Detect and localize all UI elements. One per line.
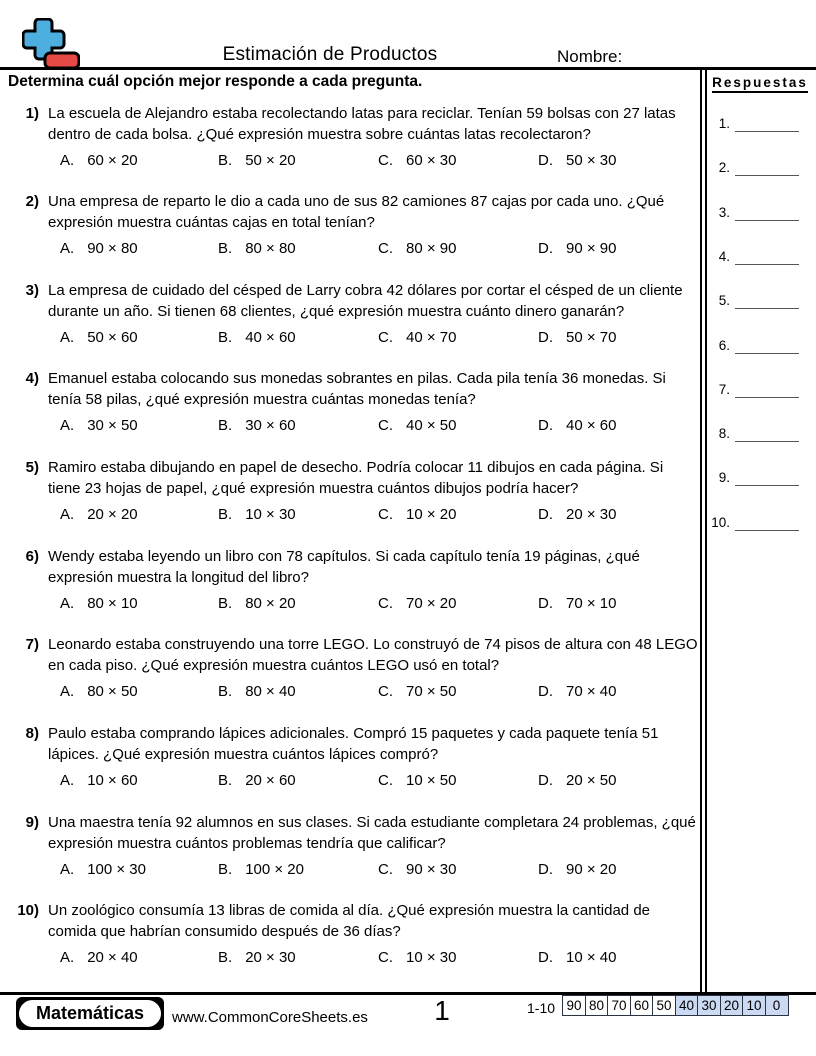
option-letter: B. — [218, 152, 233, 169]
option-item — [218, 415, 378, 436]
option-value: 50 × 70 — [566, 329, 617, 346]
option-letter: D. — [538, 683, 553, 700]
option-value: 100 × 20 — [245, 861, 304, 878]
score-cell: 30 — [697, 995, 721, 1016]
option-item — [60, 327, 218, 348]
option-letter: A. — [60, 240, 75, 257]
question-item — [0, 191, 702, 259]
question-number: 1) — [25, 105, 39, 122]
question-options — [0, 150, 702, 171]
option-letter: B. — [218, 595, 233, 612]
option-item — [378, 770, 538, 791]
option-item — [538, 504, 616, 525]
score-cell: 70 — [607, 995, 631, 1016]
option-letter: A. — [60, 861, 75, 878]
option-value: 20 × 20 — [87, 506, 138, 523]
answer-number: 9. — [718, 470, 730, 486]
question-number: 7) — [25, 636, 39, 653]
question-number: 2) — [25, 193, 39, 210]
option-item — [538, 238, 616, 259]
score-cell: 20 — [720, 995, 744, 1016]
answer-row — [704, 293, 812, 309]
answer-blank-line[interactable] — [735, 293, 799, 309]
answer-number: 5. — [718, 293, 730, 309]
instruction-text: Determina cuál opción mejor responde a cada pregunta. — [8, 73, 423, 90]
answer-number: 10. — [711, 514, 730, 530]
question-number: 8) — [25, 725, 39, 742]
option-item — [538, 681, 616, 702]
option-value: 50 × 30 — [566, 152, 617, 169]
question-options — [0, 593, 702, 614]
answer-number: 7. — [718, 381, 730, 397]
answer-blank-line[interactable] — [735, 470, 799, 486]
option-letter: B. — [218, 949, 233, 966]
answer-number: 1. — [718, 116, 730, 131]
question-number: 5) — [25, 459, 39, 476]
option-letter: A. — [60, 152, 75, 169]
option-item — [378, 238, 538, 259]
option-letter: D. — [538, 152, 553, 169]
option-letter: C. — [378, 417, 393, 434]
answer-row — [704, 249, 812, 265]
option-letter: C. — [378, 506, 393, 523]
option-item — [378, 150, 538, 171]
answer-row — [704, 382, 812, 398]
header-rule — [0, 67, 816, 70]
question-options — [0, 947, 702, 968]
option-item — [538, 327, 616, 348]
option-letter: C. — [378, 595, 393, 612]
option-value: 60 × 30 — [406, 152, 457, 169]
option-item — [218, 238, 378, 259]
option-item — [218, 947, 378, 968]
option-value: 70 × 40 — [566, 683, 617, 700]
option-value: 40 × 70 — [406, 329, 457, 346]
question-text: Paulo estaba comprando lápices adicionales. Compró 15 paquetes y cada paquete tenía 51 lápices. ¿Qué expresión muestra cuántos lápices compró? — [48, 725, 659, 763]
website-url: www.CommonCoreSheets.es — [172, 1009, 368, 1026]
question-text: Wendy estaba leyendo un libro con 78 capítulos. Si cada capítulo tenía 19 páginas, ¿qué expresión muestra la longitud del libro? — [48, 548, 640, 586]
option-value: 80 × 50 — [87, 683, 138, 700]
option-letter: D. — [538, 240, 553, 257]
page-number: 1 — [434, 995, 450, 1026]
score-cell: 90 — [562, 995, 586, 1016]
option-item — [378, 415, 538, 436]
question-number: 4) — [25, 370, 39, 387]
question-item — [0, 457, 702, 525]
option-letter: B. — [218, 506, 233, 523]
option-item — [378, 859, 538, 880]
answer-row — [704, 338, 812, 354]
option-letter: A. — [60, 949, 75, 966]
question-text: Un zoológico consumía 13 libras de comida al día. ¿Qué expresión muestra la cantidad de comida que habrían consumido después de 36 días? — [48, 902, 650, 940]
option-item — [218, 681, 378, 702]
subject-badge-label: Matemáticas — [19, 1000, 161, 1027]
score-table — [562, 995, 789, 1016]
option-item — [218, 150, 378, 171]
option-letter: C. — [378, 683, 393, 700]
score-cell: 10 — [742, 995, 766, 1016]
answer-row — [704, 426, 812, 442]
option-letter: C. — [378, 329, 393, 346]
option-value: 40 × 60 — [245, 329, 296, 346]
question-text: La escuela de Alejandro estaba recolectando latas para reciclar. Tenían 59 bolsas con 27 latas dentro de cada bolsa. ¿Qué expresión muestra sobre cuántas latas recolectaron? — [48, 105, 676, 143]
option-value: 20 × 30 — [566, 506, 617, 523]
option-value: 50 × 60 — [87, 329, 138, 346]
option-item — [60, 681, 218, 702]
option-item — [538, 770, 616, 791]
option-item — [538, 947, 616, 968]
option-item — [60, 859, 218, 880]
option-value: 10 × 50 — [406, 772, 457, 789]
score-cell: 60 — [630, 995, 654, 1016]
question-options — [0, 681, 702, 702]
option-item — [378, 327, 538, 348]
option-value: 60 × 20 — [87, 152, 138, 169]
question-text: Una maestra tenía 92 alumnos en sus clases. Si cada estudiante completara 24 problemas, ¿qué expresión muestra cuántos problemas tendría que calificar? — [48, 814, 696, 852]
option-letter: D. — [538, 417, 553, 434]
question-item — [0, 368, 702, 436]
question-number: 9) — [25, 814, 39, 831]
subject-badge — [16, 997, 164, 1030]
question-text: Ramiro estaba dibujando en papel de desecho. Podría colocar 11 dibujos en cada página. Si tiene 23 hojas de papel, ¿qué expresión muestra cuántos dibujos podría hacer? — [48, 459, 664, 497]
option-item — [218, 770, 378, 791]
answer-number: 3. — [718, 204, 730, 220]
answer-number: 6. — [718, 337, 730, 353]
option-item — [60, 947, 218, 968]
answer-blank-line[interactable] — [735, 426, 799, 442]
option-value: 30 × 60 — [245, 417, 296, 434]
question-options — [0, 770, 702, 791]
question-text: Una empresa de reparto le dio a cada uno de sus 82 camiones 87 cajas por cada uno. ¿Qué expresión muestra cuántas cajas en total tenían? — [48, 193, 665, 231]
option-letter: A. — [60, 506, 75, 523]
option-value: 100 × 30 — [87, 861, 146, 878]
score-cell: 40 — [675, 995, 699, 1016]
option-value: 30 × 50 — [87, 417, 138, 434]
answer-blank-line[interactable] — [735, 249, 799, 265]
option-letter: C. — [378, 861, 393, 878]
question-options — [0, 327, 702, 348]
option-letter: B. — [218, 772, 233, 789]
option-value: 80 × 90 — [406, 240, 457, 257]
option-item — [60, 593, 218, 614]
option-value: 80 × 40 — [245, 683, 296, 700]
answer-blank-line[interactable] — [735, 160, 799, 176]
question-number: 6) — [25, 548, 39, 565]
answer-row — [704, 515, 812, 531]
option-value: 90 × 80 — [87, 240, 138, 257]
option-letter: A. — [60, 329, 75, 346]
option-letter: B. — [218, 329, 233, 346]
option-letter: C. — [378, 240, 393, 257]
question-item — [0, 103, 702, 171]
answer-row — [704, 205, 812, 221]
answer-row — [704, 116, 812, 132]
option-letter: D. — [538, 329, 553, 346]
option-letter: C. — [378, 152, 393, 169]
option-value: 70 × 20 — [406, 595, 457, 612]
option-letter: D. — [538, 861, 553, 878]
option-item — [218, 859, 378, 880]
option-value: 10 × 30 — [245, 506, 296, 523]
option-letter: B. — [218, 861, 233, 878]
name-label: Nombre: — [557, 47, 623, 66]
question-options — [0, 859, 702, 880]
question-item — [0, 546, 702, 614]
option-letter: B. — [218, 240, 233, 257]
option-value: 20 × 30 — [245, 949, 296, 966]
question-text: Leonardo estaba construyendo una torre LEGO. Lo construyó de 74 pisos de altura con 48 LEGO en cada piso. ¿Qué expresión muestra cuántos LEGO usó en total? — [48, 636, 698, 674]
option-value: 20 × 50 — [566, 772, 617, 789]
option-item — [538, 150, 616, 171]
score-cell: 50 — [652, 995, 676, 1016]
option-letter: B. — [218, 683, 233, 700]
option-letter: A. — [60, 772, 75, 789]
question-number: 10) — [17, 902, 39, 919]
option-value: 50 × 20 — [245, 152, 296, 169]
option-item — [378, 593, 538, 614]
question-item — [0, 900, 702, 968]
answer-blank-line[interactable] — [735, 338, 799, 354]
option-letter: D. — [538, 949, 553, 966]
question-item — [0, 634, 702, 702]
option-value: 70 × 10 — [566, 595, 617, 612]
option-item — [218, 327, 378, 348]
option-letter: C. — [378, 772, 393, 789]
option-item — [378, 681, 538, 702]
question-options — [0, 504, 702, 525]
answer-blank-line[interactable] — [735, 382, 799, 398]
answer-number: 8. — [718, 426, 730, 442]
score-cell: 0 — [765, 995, 789, 1016]
score-cell: 80 — [585, 995, 609, 1016]
option-letter: D. — [538, 595, 553, 612]
page-title: Estimación de Productos — [222, 44, 438, 65]
option-value: 10 × 40 — [566, 949, 617, 966]
option-letter: B. — [218, 417, 233, 434]
option-item — [60, 415, 218, 436]
answer-row — [704, 470, 812, 486]
option-item — [538, 593, 616, 614]
answer-blank-line[interactable] — [735, 116, 799, 132]
option-item — [60, 504, 218, 525]
score-range-label: 1-10 — [527, 1000, 556, 1016]
option-value: 10 × 30 — [406, 949, 457, 966]
question-text: Emanuel estaba colocando sus monedas sobrantes en pilas. Cada pila tenía 36 monedas. Si tenía 58 pilas, ¿qué expresión muestra cuántas monedas tenía? — [48, 370, 666, 408]
answer-number: 4. — [718, 248, 730, 264]
question-item — [0, 723, 702, 791]
question-options — [0, 238, 702, 259]
option-value: 40 × 50 — [406, 417, 457, 434]
answer-blank-line[interactable] — [735, 515, 799, 531]
option-value: 90 × 20 — [566, 861, 617, 878]
option-item — [60, 770, 218, 791]
option-item — [538, 415, 616, 436]
option-item — [218, 593, 378, 614]
option-value: 20 × 60 — [245, 772, 296, 789]
option-letter: D. — [538, 772, 553, 789]
answer-blank-line[interactable] — [735, 205, 799, 221]
option-value: 10 × 60 — [87, 772, 138, 789]
option-item — [378, 947, 538, 968]
option-value: 70 × 50 — [406, 683, 457, 700]
option-item — [60, 238, 218, 259]
option-value: 90 × 30 — [406, 861, 457, 878]
question-text: La empresa de cuidado del césped de Larry cobra 42 dólares por cortar el césped de un cliente durante un año. Si tienen 68 clientes, ¿qué expresión muestra cuánto dinero ganarán? — [48, 282, 683, 320]
option-item — [60, 150, 218, 171]
option-letter: D. — [538, 506, 553, 523]
option-value: 90 × 90 — [566, 240, 617, 257]
option-value: 80 × 80 — [245, 240, 296, 257]
answer-row — [704, 160, 812, 176]
option-item — [218, 504, 378, 525]
question-item — [0, 280, 702, 348]
option-letter: A. — [60, 417, 75, 434]
option-letter: C. — [378, 949, 393, 966]
answers-panel-title: Respuestas — [706, 74, 814, 93]
answer-number: 2. — [718, 160, 730, 176]
option-item — [538, 859, 616, 880]
option-value: 80 × 20 — [245, 595, 296, 612]
option-value: 40 × 60 — [566, 417, 617, 434]
option-item — [378, 504, 538, 525]
option-value: 20 × 40 — [87, 949, 138, 966]
option-value: 80 × 10 — [87, 595, 138, 612]
option-letter: A. — [60, 595, 75, 612]
question-options — [0, 415, 702, 436]
question-number: 3) — [25, 282, 39, 299]
option-letter: A. — [60, 683, 75, 700]
question-item — [0, 812, 702, 880]
option-value: 10 × 20 — [406, 506, 457, 523]
